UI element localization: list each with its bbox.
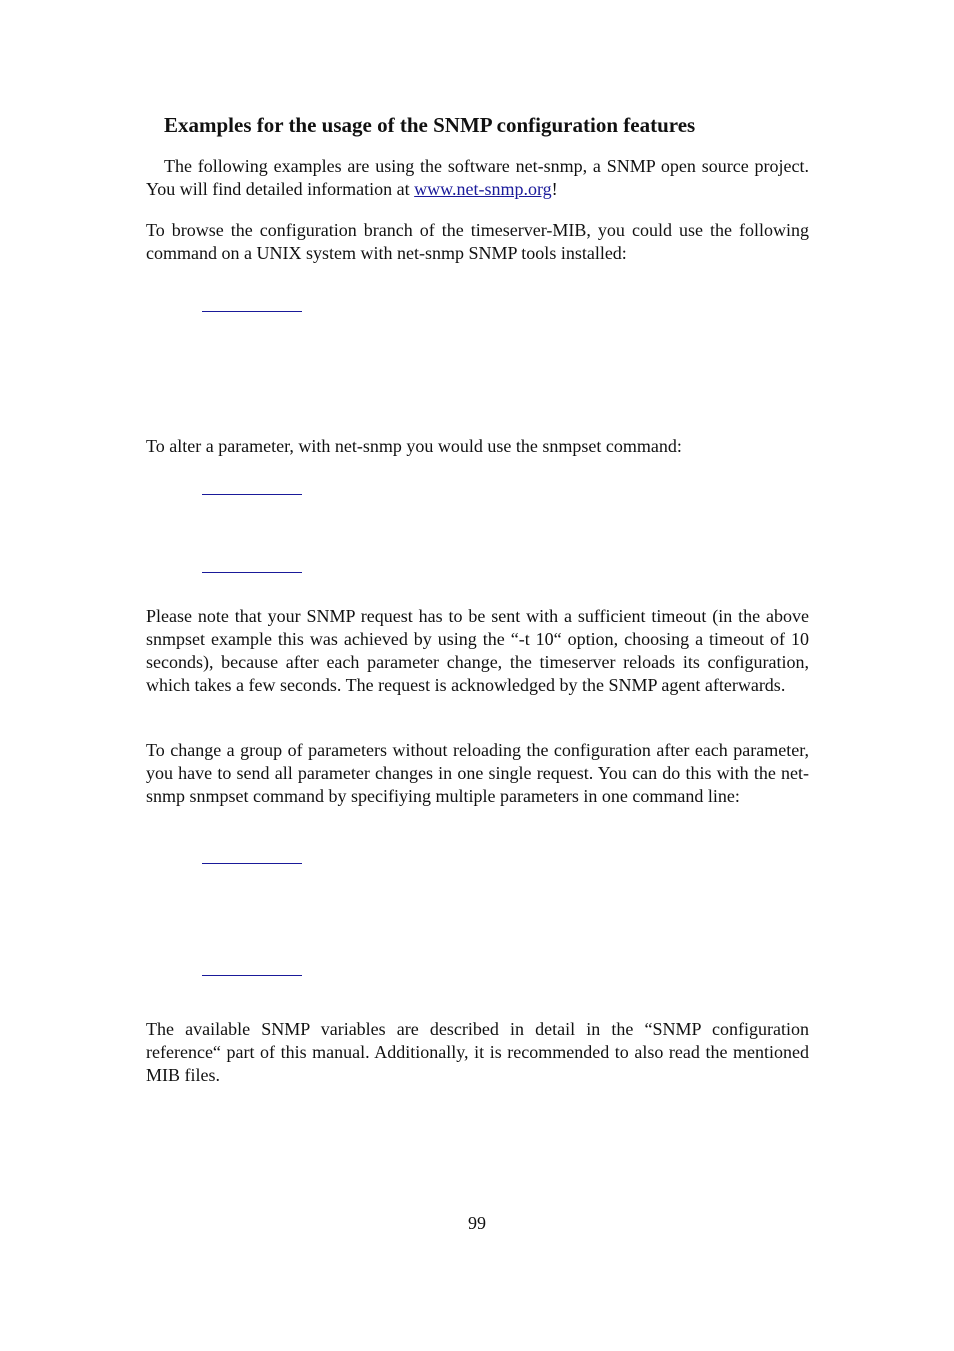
intro-text: The following examples are using the software net-snmp, a SNMP open source project. You will find detailed information at xyxy=(146,156,809,199)
section-title: Examples for the usage of the SNMP configuration features xyxy=(164,113,696,137)
browse-paragraph: To browse the configuration branch of the timeserver-MIB, you could use the following command on a UNIX system with net-snmp SNMP tools installed: xyxy=(146,220,809,263)
command-example-rule-2 xyxy=(202,494,302,495)
alter-paragraph: To alter a parameter, with net-snmp you would use the snmpset command: xyxy=(146,436,682,456)
group-change-paragraph: To change a group of parameters without reloading the configuration after each parameter, you have to send all parameter changes in one single request. You can do this with the net-snmp snmpset command by specifiying multiple parameters in one command line: xyxy=(146,740,809,806)
command-example-rule-3 xyxy=(202,572,302,573)
reference-paragraph: The available SNMP variables are described in detail in the “SNMP configuration reference“ part of this manual. Additionally, it is recommended to also read the mentioned MIB files. xyxy=(146,1019,809,1085)
command-example-rule-4 xyxy=(202,863,302,864)
command-example-rule-5 xyxy=(202,975,302,976)
timeout-note-paragraph: Please note that your SNMP request has to be sent with a sufficient timeout (in the above snmpset example this was achieved by using the “-t 10“ option, choosing a timeout of 10 seconds), because after each parameter change, the timeserver reloads its configuration, which takes a few seconds. The request is acknowledged by the SNMP agent afterwards. xyxy=(146,606,809,695)
net-snmp-link[interactable]: www.net-snmp.org xyxy=(414,179,552,199)
intro-paragraph xyxy=(146,155,809,201)
intro-text-end: ! xyxy=(551,179,558,199)
command-example-rule-1 xyxy=(202,311,302,312)
page-number: 99 xyxy=(468,1213,486,1233)
